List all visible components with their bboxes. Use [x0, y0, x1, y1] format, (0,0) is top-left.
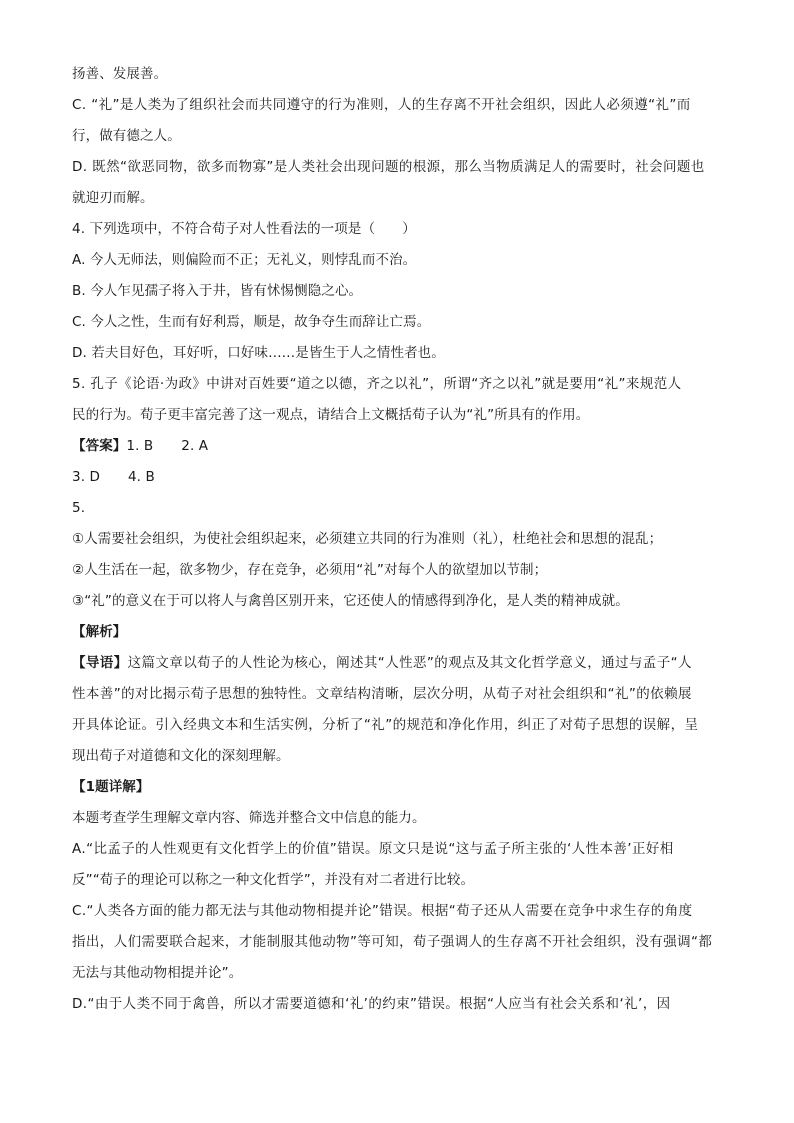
q4-option-b: B. 今人乍见孺子将入于井，皆有怵惕恻隐之心。 — [72, 283, 363, 299]
text-line: 行，做有德之人。 — [72, 128, 181, 144]
text-line: 民的行为。荀子更丰富完善了这一观点，请结合上文概括荀子认为“礼”所具有的作用。 — [72, 407, 590, 423]
intro-line — [72, 648, 724, 679]
detail-line: D.“由于人类不同于禽兽，所以才需要道德和‘礼’的约束”错误。根据“人应当有社会关系和‘礼’，因 — [72, 996, 671, 1012]
document-page — [72, 59, 724, 1020]
detail-line: 反”“荀子的理论可以称之一种文化哲学”，并没有对二者进行比较。 — [72, 872, 475, 888]
answer-5-point: ③“礼”的意义在于可以将人与禽兽区别开来，它还使人的情感得到净化，是人类的精神成就。 — [72, 593, 629, 609]
intro-line: 现出荀子对道德和文化的深刻理解。 — [72, 748, 290, 764]
detail-line: A.“比孟子的人性观更有文化哲学上的价值”错误。原文只是说“这与孟子所主张的‘人性本善’正好相 — [72, 841, 674, 857]
detail-line: C.“人类各方面的能力都无法与其他动物相提并论”错误。根据“荀子还从人需要在竞争中求生存的角度 — [72, 903, 693, 919]
q4-option-d: D. 若夫目好色，耳好听，口好味……是皆生于人之情性者也。 — [72, 345, 445, 361]
answer-line — [72, 462, 724, 493]
detail-line: 本题考查学生理解文章内容、筛选并整合文中信息的能力。 — [72, 810, 426, 826]
answer-5-point: ②人生活在一起，欲多物少，存在竞争，必须用“礼”对每个人的欲望加以节制； — [72, 562, 548, 578]
answer-line — [72, 431, 724, 462]
question-4: 4. 下列选项中，不符合荀子对人性看法的一项是（ ） — [72, 221, 416, 237]
answer-1: 1. B — [126, 438, 154, 454]
detail-heading: 【1题详解】 — [72, 779, 150, 795]
answer-5-point: ①人需要社会组织，为使社会组织起来，必须建立共同的行为准则（礼），杜绝社会和思想的混乱； — [72, 531, 663, 547]
intro-line: 性本善”的对比揭示荀子思想的独特性。文章结构清晰，层次分明，从荀子对社会组织和“礼”的依赖展 — [72, 686, 692, 702]
question-5: 5. 孔子《论语·为政》中讲对百姓要“道之以德，齐之以礼”，所谓“齐之以礼”就是要用“礼”来规范人 — [72, 376, 682, 392]
intro-text: 这篇文章以荀子的人性论为核心，阐述其“人性恶”的观点及其文化哲学意义，通过与孟子“人 — [127, 655, 692, 671]
detail-line: 指出，人们需要联合起来，才能制服其他动物”等可知，荀子强调人的生存离不开社会组织，没有强调“都 — [72, 934, 713, 950]
answer-4: 4. B — [127, 469, 155, 485]
text-line: 就迎刃而解。 — [72, 190, 154, 206]
answer-label: 【答案】 — [72, 438, 127, 454]
option-c: C. “礼”是人类为了组织社会而共同遵守的行为准则，人的生存离不开社会组织，因此人必须遵“礼”而 — [72, 97, 691, 113]
option-d: D. 既然“欲恶同物，欲多而物寡”是人类社会出现问题的根源，那么当物质满足人的需要时，社会问题也 — [72, 159, 705, 175]
q4-option-c: C. 今人之性，生而有好利焉，顺是，故争夺生而辞让亡焉。 — [72, 314, 431, 330]
text-line: 扬善、发展善。 — [72, 66, 168, 82]
answer-2: 2. A — [181, 438, 209, 454]
intro-label: 【导语】 — [72, 655, 128, 671]
intro-line: 开具体论证。引入经典文本和生活实例，分析了“礼”的规范和净化作用，纠正了对荀子思想的误解，呈 — [72, 717, 699, 733]
answer-3: 3. D — [72, 469, 100, 485]
answer-5-label: 5. — [72, 500, 86, 516]
detail-line: 无法与其他动物相提并论”。 — [72, 965, 243, 981]
q4-option-a: A. 今人无师法，则偏险而不正；无礼义，则悖乱而不治。 — [72, 252, 417, 268]
analysis-heading: 【解析】 — [72, 624, 127, 640]
